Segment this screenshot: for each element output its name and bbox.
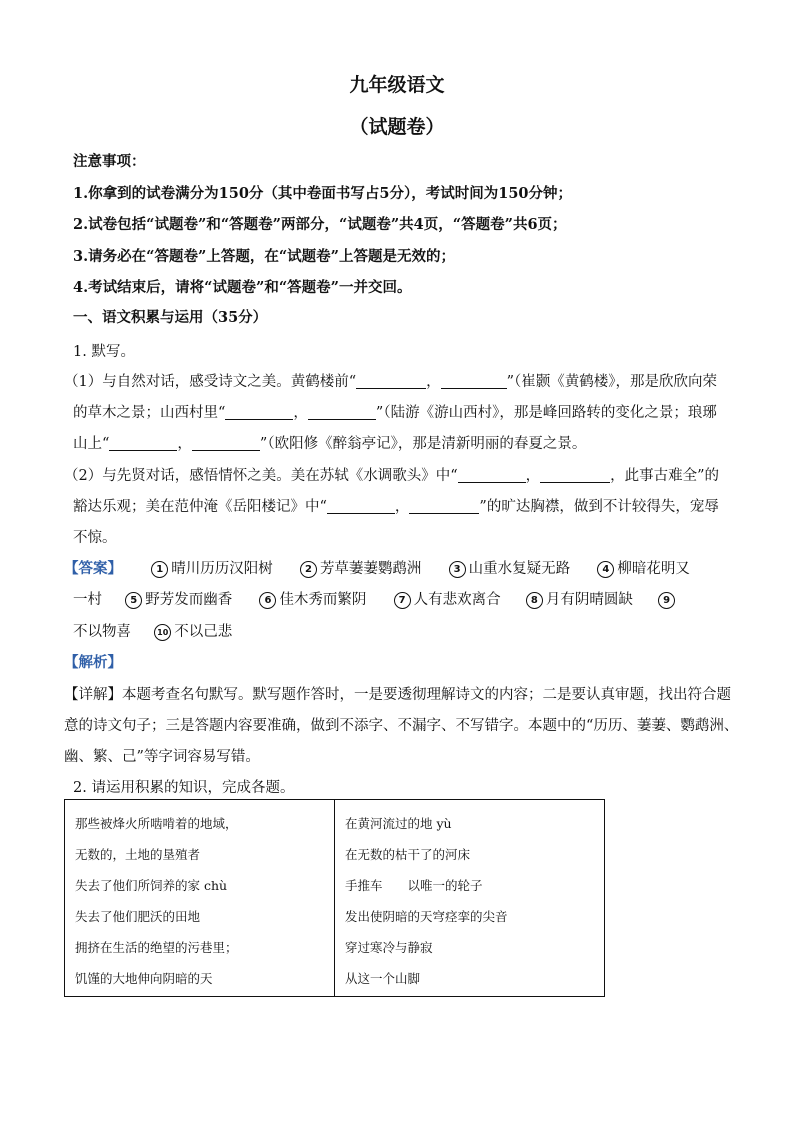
text-segment: ， bbox=[177, 436, 192, 452]
section-title: 一、语文积累与运用（35分） bbox=[73, 309, 268, 326]
text-segment: ， bbox=[293, 405, 308, 421]
question-line bbox=[73, 495, 719, 516]
answer-item: 不以己悲 bbox=[174, 624, 233, 640]
text-segment: ， bbox=[394, 499, 410, 515]
answer-item: 芳草萋萋鹦鹉洲 bbox=[319, 561, 422, 577]
answer-line bbox=[73, 588, 678, 609]
poem-line: 那些被烽火所啮啃着的地域， bbox=[75, 816, 238, 831]
answer-blank bbox=[540, 468, 610, 483]
circled-number-icon: 6 bbox=[259, 592, 276, 609]
poem-line: 手推车 以唯一的轮子 bbox=[345, 878, 483, 893]
analysis-text: 【详解】本题考查名句默写。默写题作答时，一是要透彻理解诗文的内容；二是要认真审题，找出符合题 bbox=[64, 687, 731, 703]
answer-blank bbox=[356, 374, 426, 389]
notes-heading: 注意事项： bbox=[73, 153, 146, 170]
poem-line: 在黄河流过的地 yù bbox=[345, 816, 452, 831]
poem-column-left bbox=[65, 800, 335, 997]
question-line: 不惊。 bbox=[73, 530, 117, 546]
text-segment: 豁达乐观；美在范仲淹《岳阳楼记》中“ bbox=[73, 499, 327, 515]
text-segment: ”的旷达胸襟，做到不计较得失，宠辱 bbox=[479, 499, 719, 515]
circled-number-icon: 4 bbox=[597, 561, 614, 578]
answer-item: 人有悲欢离合 bbox=[413, 592, 501, 608]
text-segment: ， bbox=[426, 374, 441, 390]
poem-line: 失去了他们肥沃的田地 bbox=[75, 909, 201, 924]
circled-number-icon: 3 bbox=[449, 561, 466, 578]
answer-blank bbox=[192, 436, 260, 451]
answer-item: 月有阴晴圆缺 bbox=[545, 592, 633, 608]
answer-blank bbox=[308, 405, 376, 420]
text-segment: ”（陆游《游山西村》，那是峰回路转的变化之景；琅琊 bbox=[375, 405, 717, 421]
text-segment: ， bbox=[525, 468, 541, 484]
question-stem: 1. 默写。 bbox=[73, 344, 135, 360]
text-segment: ，此事古难全”的 bbox=[610, 468, 720, 484]
answer-item: 柳暗花明又 bbox=[617, 561, 690, 577]
answer-item: 山重水复疑无路 bbox=[468, 561, 571, 577]
question-line bbox=[73, 432, 586, 453]
text-segment: ”（崔颢《黄鹤楼》，那是欣欣向荣 bbox=[506, 374, 718, 390]
text-segment: 山上“ bbox=[73, 436, 110, 452]
circled-number-icon: 2 bbox=[300, 561, 317, 578]
question-line bbox=[64, 370, 717, 391]
note-item: 2.试卷包括“试题卷”和“答题卷”两部分，“试题卷”共4页，“答题卷”共6页； bbox=[73, 216, 567, 233]
poem-line: 无数的，土地的垦殖者 bbox=[75, 847, 201, 862]
answer-item: 佳木秀而繁阴 bbox=[279, 592, 367, 608]
text-segment: （1）与自然对话，感受诗文之美。黄鹤楼前“ bbox=[64, 374, 357, 390]
poem-line: 在无数的枯干了的河床 bbox=[345, 847, 471, 862]
circled-number-icon: 10 bbox=[154, 624, 171, 641]
answer-blank bbox=[225, 405, 293, 420]
circled-number-icon: 9 bbox=[658, 592, 675, 609]
question-line bbox=[73, 401, 717, 422]
poem-line: 失去了他们所饲养的家 chù bbox=[75, 878, 228, 893]
answer-line bbox=[64, 557, 690, 578]
note-item: 3.请务必在“答题卷”上答题，在“试题卷”上答题是无效的； bbox=[73, 248, 455, 265]
poem-line: 从这一个山脚 bbox=[345, 971, 421, 986]
page-title: 九年级语文 bbox=[349, 74, 445, 96]
text-segment: 的草木之景；山西村里“ bbox=[73, 405, 226, 421]
question-stem: 2. 请运用积累的知识，完成各题。 bbox=[73, 780, 295, 796]
circled-number-icon: 7 bbox=[394, 592, 411, 609]
circled-number-icon: 1 bbox=[151, 561, 168, 578]
page-subtitle: （试题卷） bbox=[349, 116, 445, 138]
answer-label: 【答案】 bbox=[64, 560, 122, 577]
answer-blank bbox=[458, 468, 526, 483]
note-item: 1.你拿到的试卷满分为150分（其中卷面书写占5分），考试时间为150分钟； bbox=[73, 185, 573, 202]
text-segment: ”（欧阳修《醉翁亭记》，那是清新明丽的春夏之景。 bbox=[259, 436, 587, 452]
poem-line: 拥挤在生活的绝望的污巷里； bbox=[75, 940, 238, 955]
answer-blank bbox=[109, 436, 177, 451]
answer-item: 一村 bbox=[73, 592, 102, 608]
answer-item: 野芳发而幽香 bbox=[145, 592, 233, 608]
text-segment: （2）与先贤对话，感悟情怀之美。美在苏轼《水调歌头》中“ bbox=[64, 468, 458, 484]
circled-number-icon: 5 bbox=[125, 592, 142, 609]
answer-blank bbox=[441, 374, 507, 389]
poem-line: 穿过寒冷与静寂 bbox=[345, 940, 433, 955]
question-line bbox=[64, 464, 719, 485]
poem-column-right bbox=[335, 800, 605, 997]
answer-item: 晴川历历汉阳树 bbox=[171, 561, 273, 577]
answer-blank bbox=[409, 499, 479, 514]
note-item: 4.考试结束后，请将“试题卷”和“答题卷”一并交回。 bbox=[73, 279, 412, 296]
poem-line: 饥馑的大地伸向阴暗的天 bbox=[75, 971, 213, 986]
circled-number-icon: 8 bbox=[526, 592, 543, 609]
poem-line: 发出使阴暗的天穹痉挛的尖音 bbox=[345, 909, 508, 924]
answer-blank bbox=[327, 499, 395, 514]
analysis-label: 【解析】 bbox=[64, 654, 122, 671]
analysis-text: 幽、繁、己”等字词容易写错。 bbox=[64, 749, 260, 765]
answer-item: 不以物喜 bbox=[73, 624, 131, 640]
analysis-text: 意的诗文句子；三是答题内容要准确，做到不添字、不漏字、不写错字。本题中的“历历、萋萋、鹦鹉洲、 bbox=[64, 718, 739, 734]
answer-line bbox=[73, 620, 232, 641]
poem-table bbox=[64, 799, 605, 997]
